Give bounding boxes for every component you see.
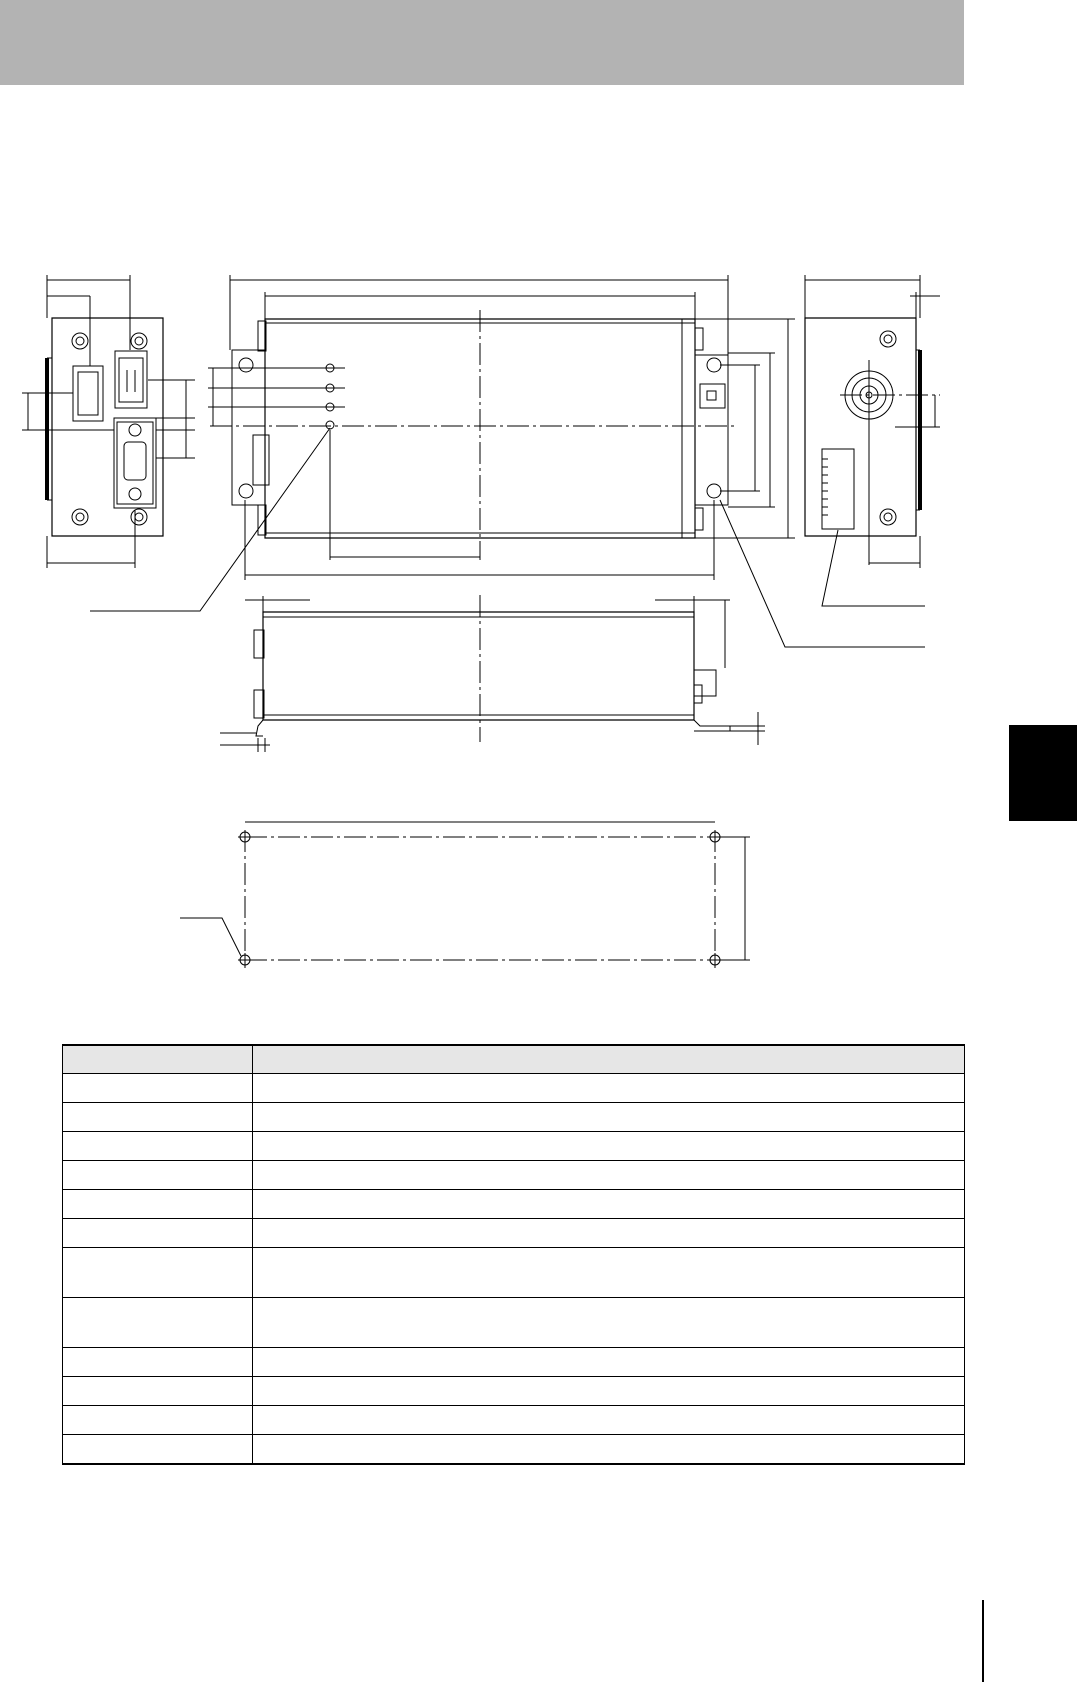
table-header-cell [253,1045,965,1074]
right-end-view [805,275,940,606]
table-cell [63,1190,253,1219]
table-cell [63,1219,253,1248]
dip-switch-icon [822,449,854,529]
table-cell [253,1298,965,1348]
screw-icon [72,333,147,525]
table-cell [253,1348,965,1377]
mounting-hole-icon [238,830,722,967]
table-cell [63,1103,253,1132]
side-view [220,595,765,752]
table-cell [253,1406,965,1435]
table-row [63,1377,965,1406]
table-row [63,1219,965,1248]
left-end-view [22,275,195,568]
table-cell [253,1435,965,1465]
table-cell [253,1132,965,1161]
table-row [63,1074,965,1103]
table-row [63,1435,965,1465]
indicator-led-icon [326,364,334,429]
table-cell [253,1377,965,1406]
table-cell [63,1074,253,1103]
table-header-cell [63,1045,253,1074]
table-row [63,1348,965,1377]
table-row [63,1190,965,1219]
table-row [63,1248,965,1298]
screw-icon [880,331,896,525]
table-cell [253,1103,965,1132]
table-row [63,1132,965,1161]
table-cell [253,1074,965,1103]
usb-port-icon [73,366,103,421]
table-cell [253,1161,965,1190]
table-row [63,1406,965,1435]
table-row [63,1298,965,1348]
specification-table [62,1044,965,1465]
table-cell [63,1435,253,1465]
table-cell [63,1248,253,1298]
table-cell [253,1219,965,1248]
front-view [90,275,925,647]
table-row [63,1103,965,1132]
table-cell [63,1161,253,1190]
table-cell [253,1248,965,1298]
table-header-row [63,1045,965,1074]
table-cell [63,1348,253,1377]
table-cell [63,1406,253,1435]
table-cell [63,1298,253,1348]
table-row [63,1161,965,1190]
d-sub-connector-icon [114,418,156,508]
terminal-connector-icon [115,351,147,408]
mounting-hole-layout [180,822,750,968]
table-cell [253,1190,965,1219]
table-cell [63,1377,253,1406]
table-cell [63,1132,253,1161]
page-footer-rule [982,1600,984,1682]
